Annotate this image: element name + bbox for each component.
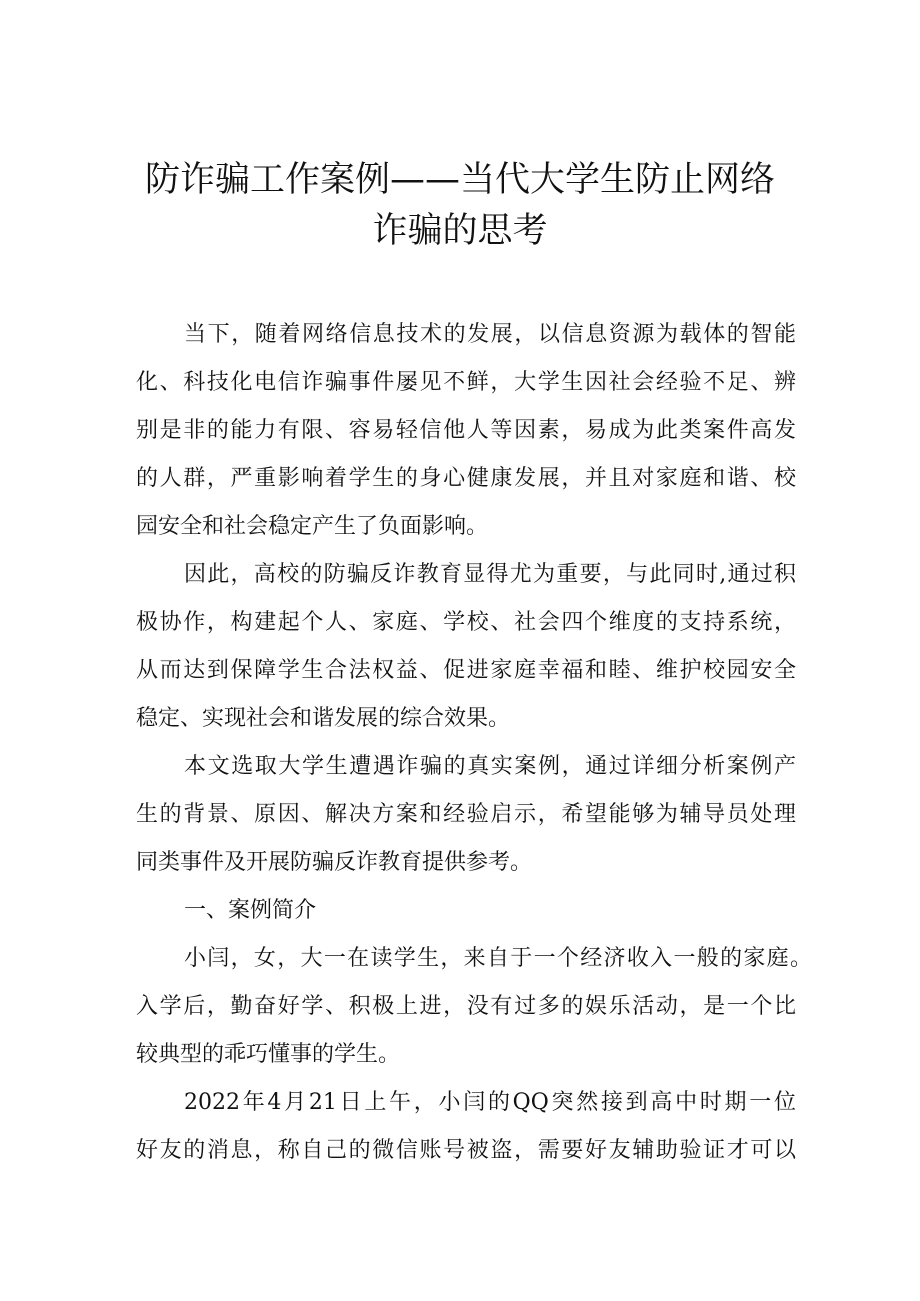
text-line: 2022年4月21日上午，小闫的QQ突然接到高中时期一位 [184, 1090, 796, 1115]
text-line: 的人群，严重影响着学生的身心健康发展，并且对家庭和谐、校 [136, 466, 796, 491]
text-line: 生的背景、原因、解决方案和经验启示，希望能够为辅导员处理 [136, 802, 796, 827]
text-line: 园安全和社会稳定产生了负面影响。 [136, 514, 489, 539]
text-line: 好友的消息，称自己的微信账号被盗，需要好友辅助验证才可以 [136, 1138, 796, 1163]
text-line: 极协作，构建起个人、家庭、学校、社会四个维度的支持系统， [136, 610, 796, 635]
document-body [136, 311, 812, 1175]
document-title-line-2: 诈骗的思考 [372, 211, 548, 251]
paragraph-student-profile [136, 935, 812, 1079]
text-line: 小闫，女，大一在读学生，来自于一个经济收入一般的家庭。 [184, 946, 812, 971]
paragraph-purpose [136, 743, 796, 887]
text-line: 当下，随着网络信息技术的发展，以信息资源为载体的智能 [184, 322, 796, 347]
text-line: 化、科技化电信诈骗事件屡见不鲜，大学生因社会经验不足、辨 [136, 370, 796, 395]
text-line: 本文选取大学生遭遇诈骗的真实案例，通过详细分析案例产 [184, 754, 796, 779]
paragraph-importance [136, 551, 796, 743]
text-line: 同类事件及开展防骗反诈教育提供参考。 [136, 850, 533, 875]
text-line: 入学后，勤奋好学、积极上进，没有过多的娱乐活动，是一个比 [136, 994, 796, 1019]
paragraph-incident [136, 1079, 796, 1175]
paragraph-intro [136, 311, 796, 551]
text-line: 别是非的能力有限、容易轻信他人等因素，易成为此类案件高发 [136, 418, 796, 443]
text-line: 从而达到保障学生合法权益、促进家庭幸福和睦、维护校园安全 [136, 658, 796, 683]
text-line: 稳定、实现社会和谐发展的综合效果。 [136, 706, 511, 731]
section-heading: 一、案例简介 [184, 898, 317, 923]
text-line: 较典型的乖巧懂事的学生。 [136, 1042, 401, 1067]
document-title-line-1: 防诈骗工作案例——当代大学生防止网络 [144, 160, 775, 200]
text-line: 因此，高校的防骗反诈教育显得尤为重要，与此同时,通过积 [184, 562, 796, 587]
section-heading-case-intro [136, 887, 796, 935]
